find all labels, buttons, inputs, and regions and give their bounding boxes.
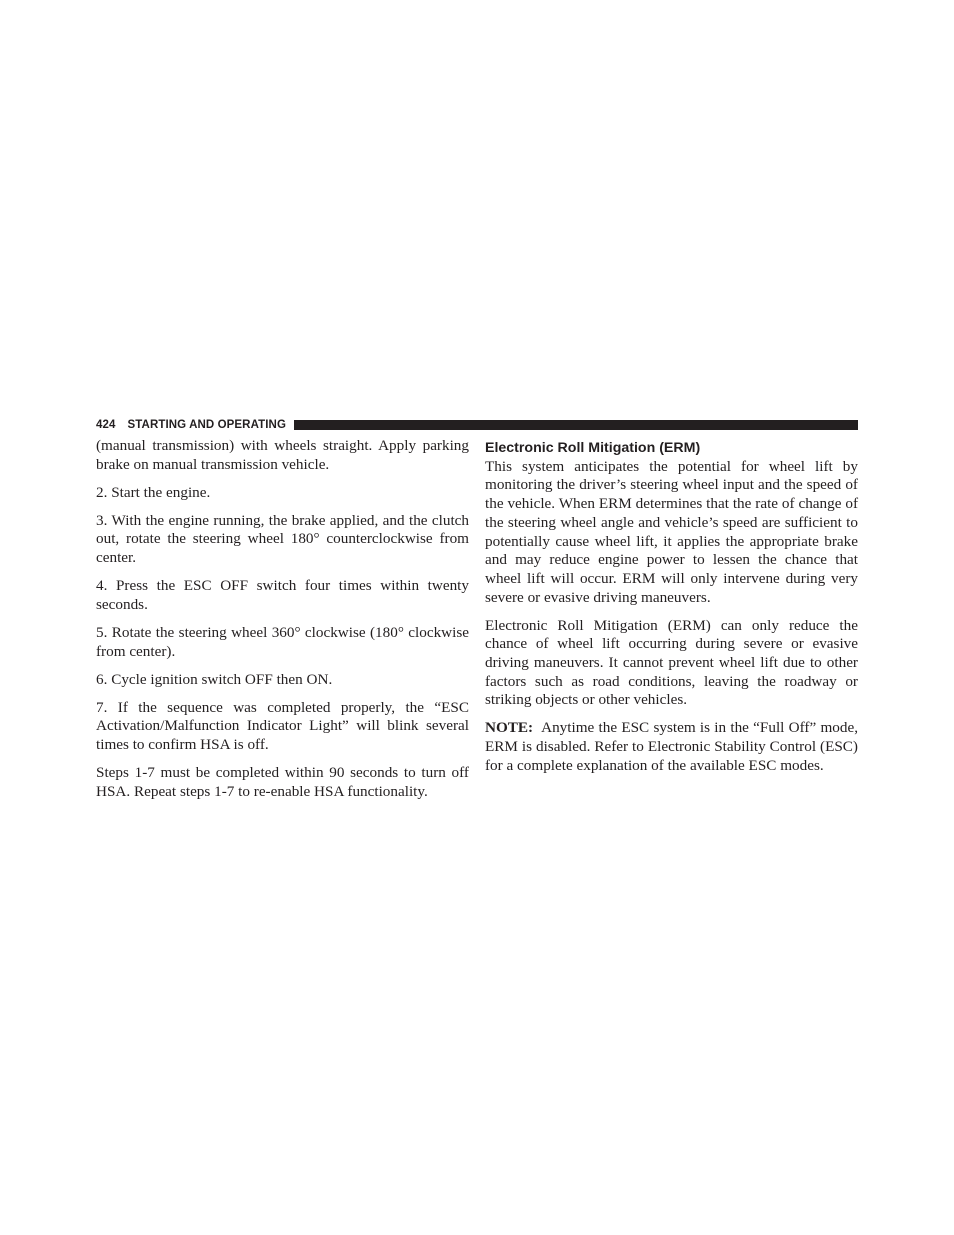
- erm-heading: Electronic Roll Mitigation (ERM): [485, 440, 701, 456]
- erm-note: [485, 719, 858, 775]
- step-5: 5. Rotate the steering wheel 360° clockwise (180° clockwise from center).: [96, 623, 469, 660]
- header-rule: [294, 420, 858, 430]
- note-label: NOTE:: [485, 719, 534, 737]
- erm-paragraph-1: This system anticipates the potential for wheel lift by monitoring the driver’s steering wheel input and the speed of the vehicle. When ERM determines that the rate of change of the steering wheel angle and vehicle’s speed are sufficient to potentially cause wheel lift, it applies the appropriate brake and may reduce engine power to lessen the chance that wheel lift will occur. ERM will only intervene during very severe or evasive driving maneuvers.: [485, 457, 858, 606]
- step-4: 4. Press the ESC OFF switch four times within twenty seconds.: [96, 577, 469, 613]
- step-7: 7. If the sequence was completed properly, the “ESC Activation/Malfunction Indicator Light” will blink several times to confirm HSA is off.: [96, 698, 469, 753]
- step-2: 2. Start the engine.: [96, 483, 211, 501]
- erm-paragraph-2: Electronic Roll Mitigation (ERM) can only reduce the chance of wheel lift occurring during severe or evasive driving maneuvers. It cannot prevent wheel lift due to other factors such as road conditions, leaving the roadway or striking objects or other vehicles.: [485, 616, 858, 709]
- paragraph-continued: (manual transmission) with wheels straight. Apply parking brake on manual transmission vehicle.: [96, 437, 469, 473]
- steps-summary: Steps 1-7 must be completed within 90 seconds to turn off HSA. Repeat steps 1-7 to re-enable HSA functionality.: [96, 763, 469, 800]
- page-number: 424: [96, 419, 116, 431]
- note-text: Anytime the ESC system is in the “Full Off” mode, ERM is disabled. Refer to Electronic Stability Control (ESC) for a complete explanation of the available ESC modes.: [485, 719, 858, 774]
- page-header: [96, 417, 858, 433]
- step-3: 3. With the engine running, the brake applied, and the clutch out, rotate the steering wheel 180° counterclockwise from center.: [96, 511, 469, 567]
- right-column: [485, 437, 858, 785]
- section-title: STARTING AND OPERATING: [127, 419, 287, 431]
- step-6: 6. Cycle ignition switch OFF then ON.: [96, 670, 333, 688]
- left-column: [96, 437, 469, 811]
